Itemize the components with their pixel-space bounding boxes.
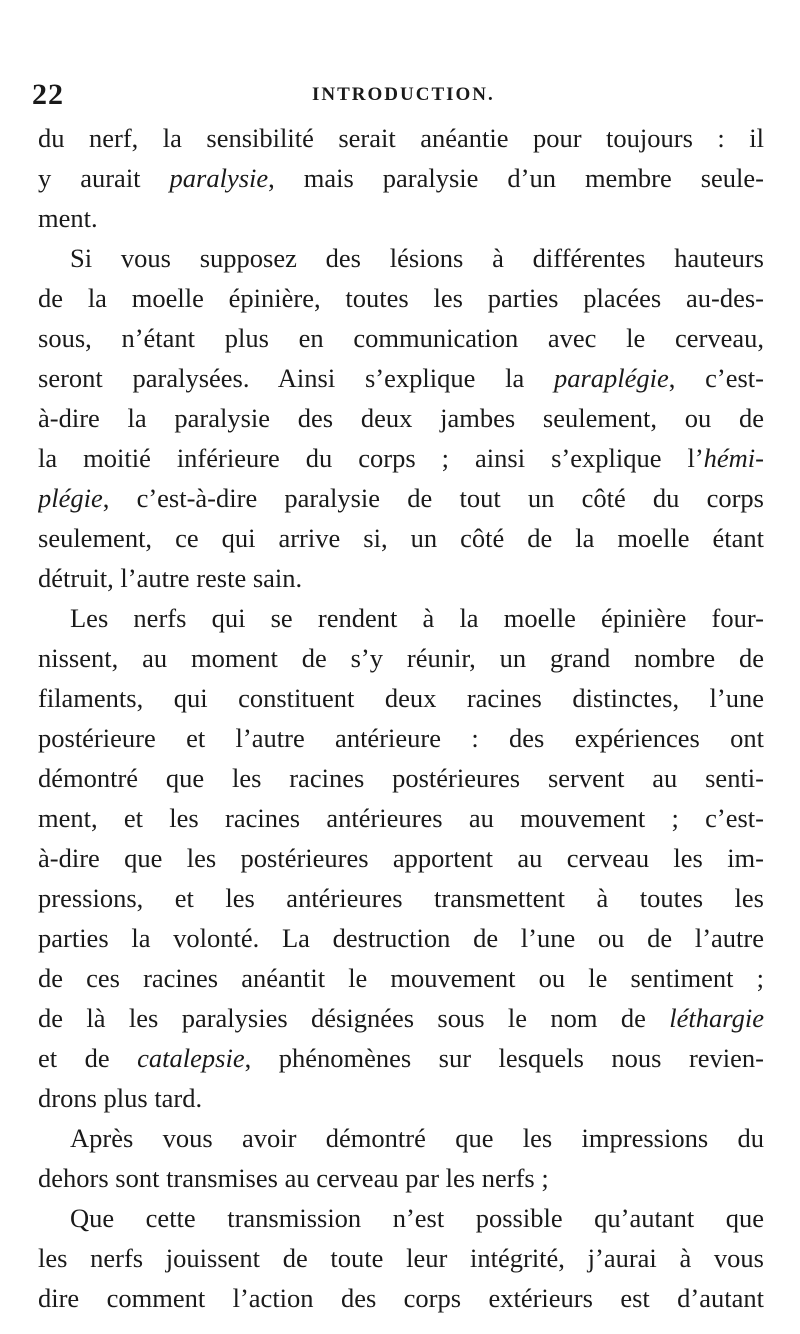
running-title: INTRODUCTION. xyxy=(312,84,495,105)
text-line: nissent, au moment de s’y réunir, un grand nombre de xyxy=(38,643,764,673)
text-line: Après vous avoir démontré que les impressions du xyxy=(70,1123,764,1153)
text-line: dire comment l’action des corps extérieurs est d’autant xyxy=(38,1283,764,1313)
text-line: de ces racines anéantit le mouvement ou le sentiment ; xyxy=(38,963,764,993)
text-line: parties la volonté. La destruction de l’une ou de l’autre xyxy=(38,923,764,953)
text-line: à-dire la paralysie des deux jambes seulement, ou de xyxy=(38,403,764,433)
text-line: détruit, l’autre reste sain. xyxy=(38,563,303,593)
text-line: démontré que les racines postérieures servent au senti- xyxy=(38,763,764,793)
text-line: sous, n’étant plus en communication avec le cerveau, xyxy=(38,323,764,353)
text-line: postérieure et l’autre antérieure : des expériences ont xyxy=(38,723,764,753)
text-line: Les nerfs qui se rendent à la moelle épinière four- xyxy=(70,603,764,633)
text-line: filaments, qui constituent deux racines distinctes, l’une xyxy=(38,683,764,713)
page-number: 22 xyxy=(32,78,64,111)
text-line: et de catalepsie, phénomènes sur lesquels nous revien- xyxy=(38,1043,764,1073)
text-line: y aurait paralysie, mais paralysie d’un membre seule- xyxy=(38,163,764,193)
text-line: dehors sont transmises au cerveau par les nerfs ; xyxy=(38,1163,549,1193)
text-line: seront paralysées. Ainsi s’explique la paraplégie, c’est- xyxy=(38,363,764,393)
text-line: pressions, et les antérieures transmettent à toutes les xyxy=(38,883,764,913)
text-line: seulement, ce qui arrive si, un côté de la moelle étant xyxy=(38,523,764,553)
text-line: de la moelle épinière, toutes les parties placées au-des- xyxy=(38,283,764,313)
text-line: de là les paralysies désignées sous le nom de léthargie xyxy=(38,1003,764,1033)
text-line: Que cette transmission n’est possible qu’autant que xyxy=(70,1203,764,1233)
text-line: à-dire que les postérieures apportent au cerveau les im- xyxy=(38,843,764,873)
text-line: les nerfs jouissent de toute leur intégrité, j’aurai à vous xyxy=(38,1243,764,1273)
text-line: du nerf, la sensibilité serait anéantie pour toujours : il xyxy=(38,123,764,153)
text-line: ment. xyxy=(38,203,98,233)
text-line: ment, et les racines antérieures au mouvement ; c’est- xyxy=(38,803,764,833)
text-line: plégie, c’est-à-dire paralysie de tout un côté du corps xyxy=(38,483,764,513)
running-head xyxy=(32,78,772,118)
text-line: drons plus tard. xyxy=(38,1083,203,1113)
text-line: Si vous supposez des lésions à différentes hauteurs xyxy=(70,243,764,273)
text-line: la moitié inférieure du corps ; ainsi s’explique l’hémi- xyxy=(38,443,764,473)
body-text xyxy=(38,118,764,1318)
